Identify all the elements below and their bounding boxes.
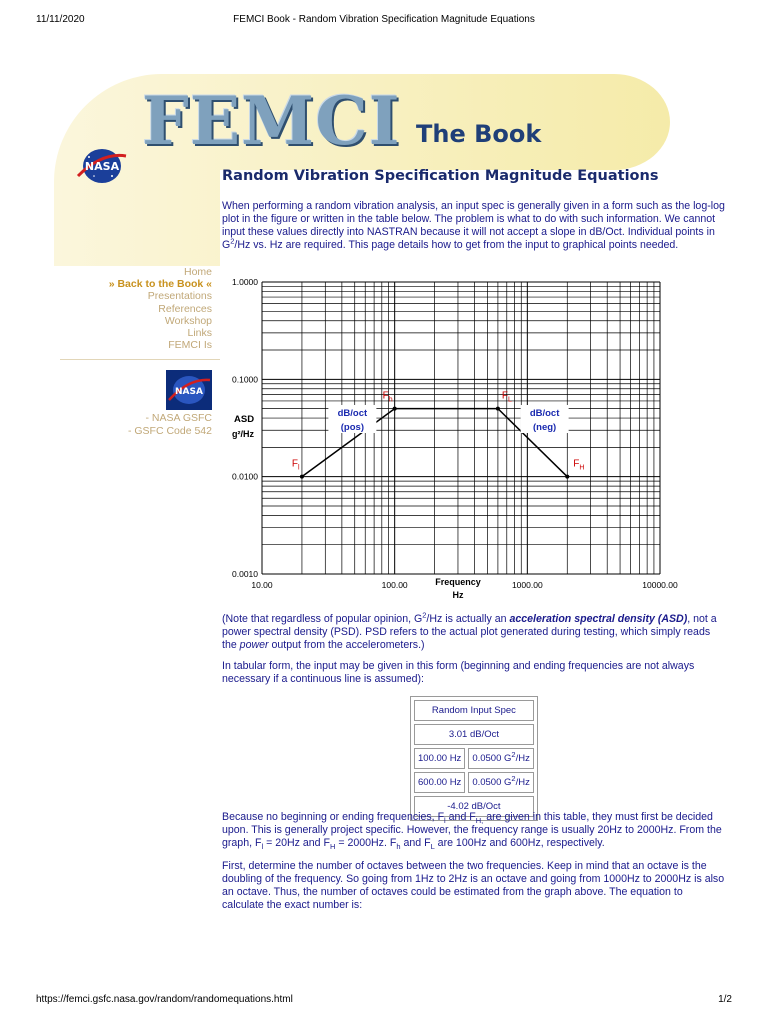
data-point: [496, 407, 500, 411]
point-label: $F_L$: [501, 390, 512, 404]
y-tick-label: 1.0000: [232, 277, 258, 287]
x-tick-label: 1000.00: [511, 580, 543, 590]
x-tick-label: 10000.00: [642, 580, 678, 590]
y-tick-label: 0.1000: [232, 374, 258, 385]
x-tick-label: 10.00: [251, 580, 273, 590]
data-point: [565, 475, 569, 479]
gsfc-code-link[interactable]: - GSFC Code 542: [127, 424, 212, 437]
y-axis-unit: g²/Hz: [232, 429, 254, 439]
asd-chart: [222, 272, 702, 606]
print-page-number: 1/2: [718, 994, 732, 1005]
asd-note-paragraph: (Note that regardless of popular opinion, $G^2/Hz$ is actually an acceleration spectral density (ASD), not a power spectral density (PSD). PSD refers to the actual plot generated during testing, which simply reads the power output from the accelerometers.): [222, 610, 717, 651]
y-tick-label: 0.0100: [232, 471, 258, 482]
x-axis-unit: Hz: [452, 590, 464, 600]
nasa-gsfc-link[interactable]: - NASA GSFC: [145, 412, 212, 424]
slope-annotation: dB/oct: [337, 408, 368, 420]
table-cell-asd: 0.0500 $G^2/Hz$: [468, 772, 534, 793]
table-slope-neg: -4.02 dB/Oct: [414, 796, 534, 817]
print-title: FEMCI Book - Random Vibration Specification Magnitude Equations: [233, 14, 535, 25]
x-axis-label: Frequency: [435, 577, 481, 587]
nav-femci-is-link[interactable]: FEMCI Is: [168, 339, 212, 352]
point-label: $F_h$: [382, 390, 393, 404]
point-label: $F_l$: [291, 458, 300, 472]
nasa-small-logo-text: NASA: [175, 387, 203, 397]
octaves-paragraph: First, determine the number of octaves between the two frequencies. Keep in mind that an octave is the doubling of the frequency. So going from 1Hz to 2Hz is an octave and going from 1000Hz to 2000Hz is also an octave. Thus, the number of octaves could be estimated from the graph above. The equation to calculate the exact number is:: [222, 860, 725, 911]
nasa-logo-text: NASA: [84, 160, 120, 173]
y-axis-label: ASD: [234, 414, 255, 425]
table-cell-asd: 0.0500 $G^2/Hz$: [468, 748, 534, 769]
random-input-spec-table: [410, 696, 538, 821]
nav-back-to-book-link[interactable]: » Back to the Book «: [108, 278, 212, 291]
x-tick-label: 100.00: [381, 580, 408, 590]
table-header: Random Input Spec: [414, 700, 534, 721]
nasa-small-logo[interactable]: [166, 370, 212, 410]
nav-home-link[interactable]: Home: [183, 266, 212, 278]
femci-logo-text: FEMCI: [142, 82, 401, 160]
print-url: https://femci.gsfc.nasa.gov/random/randomequations.html: [36, 994, 293, 1005]
y-tick-label: 0.0010: [232, 569, 258, 579]
table-slope-pos: 3.01 dB/Oct: [414, 724, 534, 745]
print-date: 11/11/2020: [36, 14, 85, 25]
slope-annotation-sign: (pos): [340, 422, 364, 434]
gsfc-links: [60, 412, 212, 437]
slope-annotation: dB/oct: [529, 408, 560, 420]
nav-references-link[interactable]: References: [158, 302, 212, 315]
page-title: Random Vibration Specification Magnitude Equations: [222, 168, 659, 184]
nav-workshop-link[interactable]: Workshop: [164, 314, 212, 327]
nasa-logo: [74, 146, 130, 186]
point-label: $F_H$: [573, 458, 585, 472]
nav-presentations-link[interactable]: Presentations: [147, 290, 212, 303]
table-cell-freq: 600.00 Hz: [414, 772, 465, 793]
data-point: [300, 475, 304, 479]
nav-links-link[interactable]: Links: [187, 327, 212, 340]
table-cell-freq: 100.00 Hz: [414, 748, 465, 769]
the-book-title: The Book: [416, 120, 542, 148]
data-point: [393, 407, 397, 411]
slope-annotation-sign: (neg): [533, 422, 557, 434]
tabular-paragraph: In tabular form, the input may be given in this form (beginning and ending frequencies are not always necessary if a continuous line is assumed):: [222, 660, 695, 685]
nav-divider: [60, 359, 220, 360]
intro-paragraph: When performing a random vibration analysis, an input spec is generally given in a form such as the log-log plot in the figure or written in the table below. The problem is what to do with such information. We cannot input these values directly into NASTRAN because it will not accept a slope in dB/Oct. Individual points in $G^2/Hz$ vs. Hz are required. This page details how to get from the input to graphical points needed.: [222, 200, 725, 251]
side-nav: [60, 266, 212, 351]
frequency-range-paragraph: Because no beginning or ending frequencies, $F_l$ and $F_{H,}$ are given in this table, they must first be decided upon. This is generally project specific. However, the frequency range is usually 20Hz to 2000Hz. From the graph, $F_l = 20Hz$ and $F_H = 2000Hz$. $F_h$ and $F_L$ are 100Hz and 600Hz, respectively.: [222, 811, 722, 852]
